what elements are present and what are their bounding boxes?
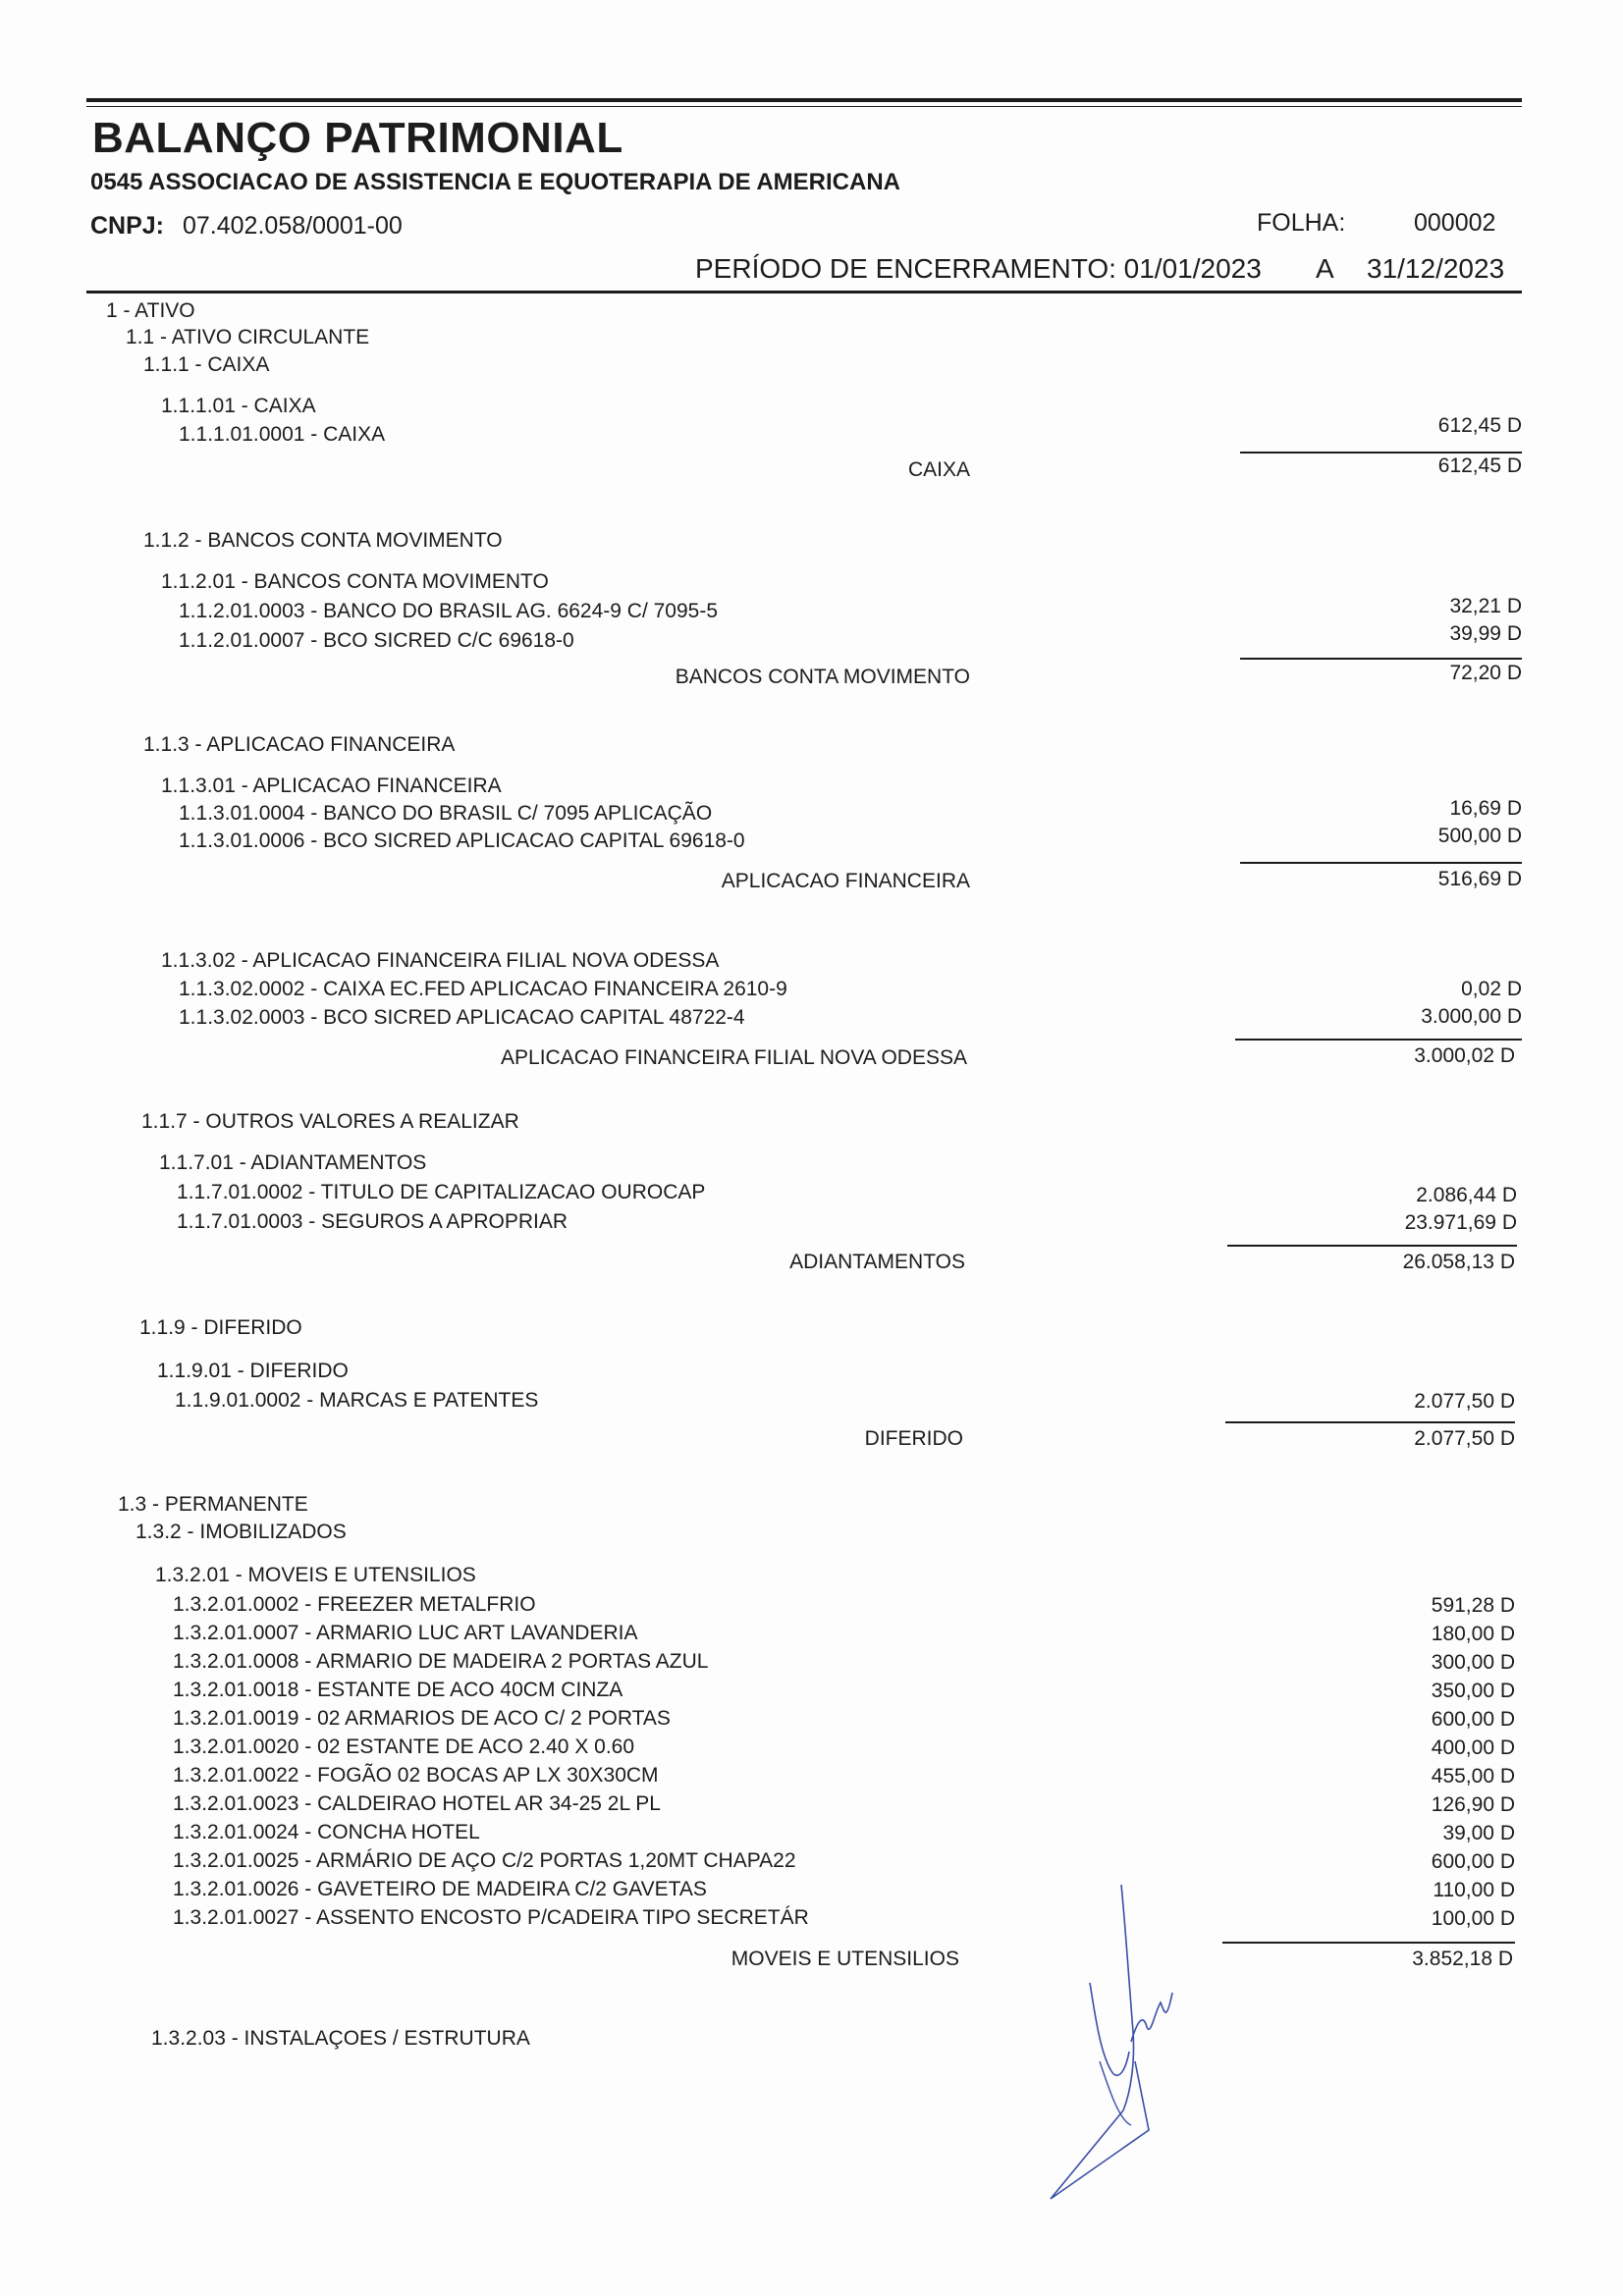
subtotal-rule [1240,658,1522,660]
subtotal-rule [1235,1039,1522,1041]
subtotal-label: BANCOS CONTA MOVIMENTO [675,666,970,688]
subtotal-label: MOVEIS E UTENSILIOS [730,1948,959,1970]
account-line: 1.3.2.01.0025 - ARMÁRIO DE AÇO C/2 PORTAS 1,20MT CHAPA22 [173,1849,796,1872]
account-line: 1.1.1 - CAIXA [143,353,270,376]
subtotal-rule [1222,1942,1515,1944]
account-line: 1.1.1.01.0001 - CAIXA [179,423,386,446]
account-line: 1.3.2.01.0008 - ARMARIO DE MADEIRA 2 PORTAS AZUL [173,1650,709,1673]
account-line: 1.3.2.01 - MOVEIS E UTENSILIOS [155,1564,476,1586]
amount: 39,99 D [1449,622,1522,645]
amount: 300,00 D [1431,1651,1515,1674]
amount: 3.000,00 D [1421,1005,1522,1028]
header-bottom-rule [86,291,1522,294]
account-line: 1.3.2.01.0019 - 02 ARMARIOS DE ACO C/ 2 PORTAS [173,1707,671,1730]
account-line: 1.1.3.01.0006 - BCO SICRED APLICACAO CAPITAL 69618-0 [179,829,745,852]
subtotal-value: 3.852,18 D [1412,1948,1513,1970]
account-line: 1.1.3.02.0003 - BCO SICRED APLICACAO CAPITAL 48722-4 [179,1006,745,1029]
account-line: 1.1.9.01 - DIFERIDO [157,1360,349,1382]
signature [1041,1865,1198,2218]
subtotal-rule [1225,1421,1515,1423]
folha-value: 000002 [1414,209,1496,237]
amount: 39,00 D [1442,1822,1515,1844]
account-line: 1.3.2.01.0020 - 02 ESTANTE DE ACO 2.40 X 0.60 [173,1735,635,1758]
amount: 126,90 D [1431,1793,1515,1816]
organization-name: 0545 ASSOCIACAO DE ASSISTENCIA E EQUOTERAPIA DE AMERICANA [90,169,901,195]
amount: 23.971,69 D [1404,1211,1517,1234]
account-line: 1.1.2.01 - BANCOS CONTA MOVIMENTO [161,570,549,593]
account-line: 1.3.2.01.0027 - ASSENTO ENCOSTO P/CADEIRA TIPO SECRETÁR [173,1906,809,1929]
subtotal-rule [1240,452,1522,454]
account-line: 1.1.7.01 - ADIANTAMENTOS [159,1151,427,1174]
amount: 350,00 D [1431,1680,1515,1702]
account-line: 1.1.3.01 - APLICACAO FINANCEIRA [161,774,502,797]
cnpj-label: CNPJ: [90,212,165,240]
subtotal-label: DIFERIDO [864,1427,963,1450]
amount: 591,28 D [1431,1594,1515,1617]
subtotal-label: APLICACAO FINANCEIRA FILIAL NOVA ODESSA [501,1046,967,1069]
account-line: 1.3.2.03 - INSTALAÇOES / ESTRUTURA [151,2027,530,2050]
folha-label: FOLHA: [1257,209,1346,237]
account-line: 1.3.2 - IMOBILIZADOS [135,1521,347,1543]
document-title: BALANÇO PATRIMONIAL [92,114,623,162]
account-line: 1 - ATIVO [106,299,195,322]
account-line: 1.3.2.01.0022 - FOGÃO 02 BOCAS AP LX 30X30CM [173,1764,659,1787]
account-line: 1.3.2.01.0007 - ARMARIO LUC ART LAVANDERIA [173,1622,638,1644]
amount: 612,45 D [1437,414,1522,437]
account-line: 1.1.9.01.0002 - MARCAS E PATENTES [175,1389,539,1412]
subtotal-label: APLICACAO FINANCEIRA [721,870,970,892]
header-top-rule-thin [86,106,1522,107]
account-line: 1.1 - ATIVO CIRCULANTE [126,326,370,348]
subtotal-value: 612,45 D [1437,454,1522,477]
amount: 2.077,50 D [1414,1390,1515,1413]
amount: 455,00 D [1431,1765,1515,1788]
amount: 2.086,44 D [1416,1184,1517,1206]
cnpj-value: 07.402.058/0001-00 [183,212,403,240]
account-line: 1.3.2.01.0018 - ESTANTE DE ACO 40CM CINZA [173,1679,623,1701]
periodo-label: PERÍODO DE ENCERRAMENTO: 01/01/2023 [695,253,1262,284]
subtotal-rule [1240,862,1522,864]
subtotal-value: 516,69 D [1437,868,1522,890]
account-line: 1.3.2.01.0002 - FREEZER METALFRIO [173,1593,536,1616]
account-line: 1.3.2.01.0026 - GAVETEIRO DE MADEIRA C/2 GAVETAS [173,1878,707,1900]
account-line: 1.1.2.01.0007 - BCO SICRED C/C 69618-0 [179,629,574,652]
amount: 100,00 D [1431,1907,1515,1930]
amount: 600,00 D [1431,1850,1515,1873]
account-line: 1.1.3.01.0004 - BANCO DO BRASIL C/ 7095 APLICAÇÃO [179,802,713,825]
subtotal-value: 3.000,02 D [1414,1044,1515,1067]
account-line: 1.1.9 - DIFERIDO [139,1316,302,1339]
header-top-rule [86,98,1522,102]
subtotal-value: 26.058,13 D [1402,1251,1515,1273]
amount: 110,00 D [1433,1879,1515,1901]
subtotal-rule [1227,1245,1517,1247]
amount: 400,00 D [1431,1736,1515,1759]
amount: 180,00 D [1431,1623,1515,1645]
account-line: 1.1.7 - OUTROS VALORES A REALIZAR [141,1110,519,1133]
subtotal-label: ADIANTAMENTOS [789,1251,965,1273]
account-line: 1.1.2.01.0003 - BANCO DO BRASIL AG. 6624-9 C/ 7095-5 [179,600,719,622]
account-line: 1.1.7.01.0003 - SEGUROS A APROPRIAR [177,1210,568,1233]
amount: 32,21 D [1449,595,1522,617]
amount: 500,00 D [1437,825,1522,847]
subtotal-value: 2.077,50 D [1414,1427,1515,1450]
periodo-separator: A [1316,253,1334,284]
amount: 16,69 D [1449,797,1522,820]
account-line: 1.3 - PERMANENTE [118,1493,308,1516]
account-line: 1.1.2 - BANCOS CONTA MOVIMENTO [143,529,503,552]
subtotal-value: 72,20 D [1449,662,1522,684]
account-line: 1.3.2.01.0024 - CONCHA HOTEL [173,1821,480,1843]
account-line: 1.1.3 - APLICACAO FINANCEIRA [143,733,456,756]
amount: 0,02 D [1461,978,1522,1000]
periodo-end: 31/12/2023 [1367,253,1505,284]
account-line: 1.1.1.01 - CAIXA [161,395,316,417]
account-line: 1.1.3.02.0002 - CAIXA EC.FED APLICACAO FINANCEIRA 2610-9 [179,978,787,1000]
account-line: 1.1.7.01.0002 - TITULO DE CAPITALIZACAO OUROCAP [177,1181,706,1203]
account-line: 1.3.2.01.0023 - CALDEIRAO HOTEL AR 34-25 2L PL [173,1792,661,1815]
amount: 600,00 D [1431,1708,1515,1731]
account-line: 1.1.3.02 - APLICACAO FINANCEIRA FILIAL NOVA ODESSA [161,949,720,972]
subtotal-label: CAIXA [907,458,970,481]
